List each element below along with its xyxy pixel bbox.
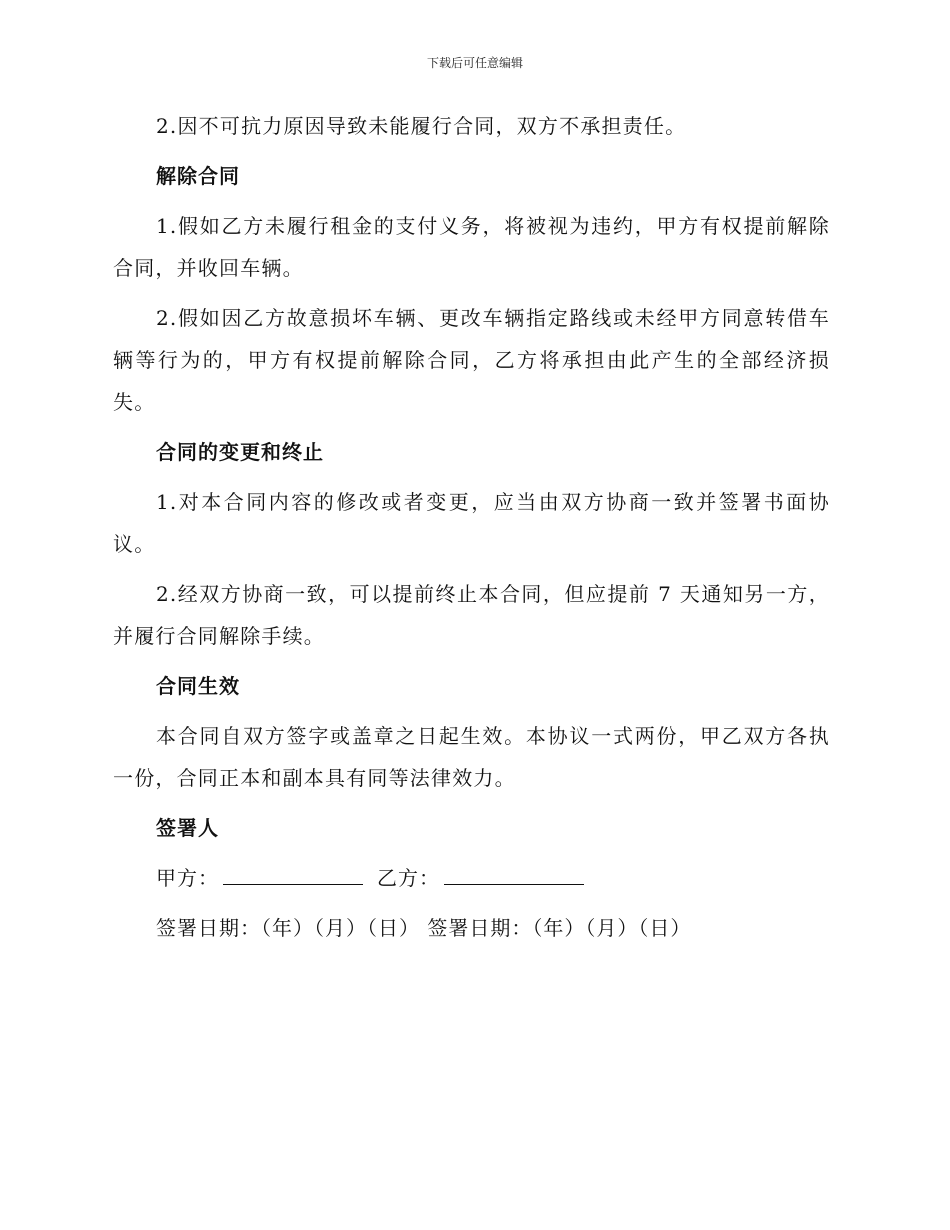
party-a-label: 甲方： [156, 866, 219, 890]
clause-termination-2: 2.假如因乙方故意损坏车辆、更改车辆指定路线或未经甲方同意转借车辆等行为的，甲方有权提前解除合同，乙方将承担由此产生的全部经济损失。 [113, 306, 830, 414]
clause-change-2: 2.经双方协商一致，可以提前终止本合同，但应提前 7 天通知另一方，并履行合同解除手续。 [113, 582, 830, 648]
clause-effect: 本合同自双方签字或盖章之日起生效。本协议一式两份，甲乙双方各执一份，合同正本和副本具有同等法律效力。 [113, 724, 830, 790]
signature-parties-row [113, 857, 830, 899]
clause-change-1: 1.对本合同内容的修改或者变更，应当由双方协商一致并签署书面协议。 [113, 490, 830, 556]
section-heading-signatories: 签署人 [156, 816, 219, 840]
party-a-blank[interactable] [223, 862, 363, 885]
document-body [113, 105, 830, 957]
section-heading-termination: 解除合同 [156, 164, 240, 188]
party-b-blank[interactable] [444, 862, 584, 885]
page-header: 下载后可任意编辑 [426, 56, 523, 70]
clause-force-majeure: 2.因不可抗力原因导致未能履行合同，双方不承担责任。 [156, 114, 687, 138]
clause-termination-1: 1.假如乙方未履行租金的支付义务，将被视为违约，甲方有权提前解除合同，并收回车辆。 [113, 214, 830, 280]
section-heading-change: 合同的变更和终止 [156, 440, 324, 464]
signature-date-row: 签署日期：（年）（月）（日） 签署日期：（年）（月）（日） [156, 916, 692, 940]
party-b-label: 乙方： [377, 866, 440, 890]
section-heading-effect: 合同生效 [156, 674, 240, 698]
